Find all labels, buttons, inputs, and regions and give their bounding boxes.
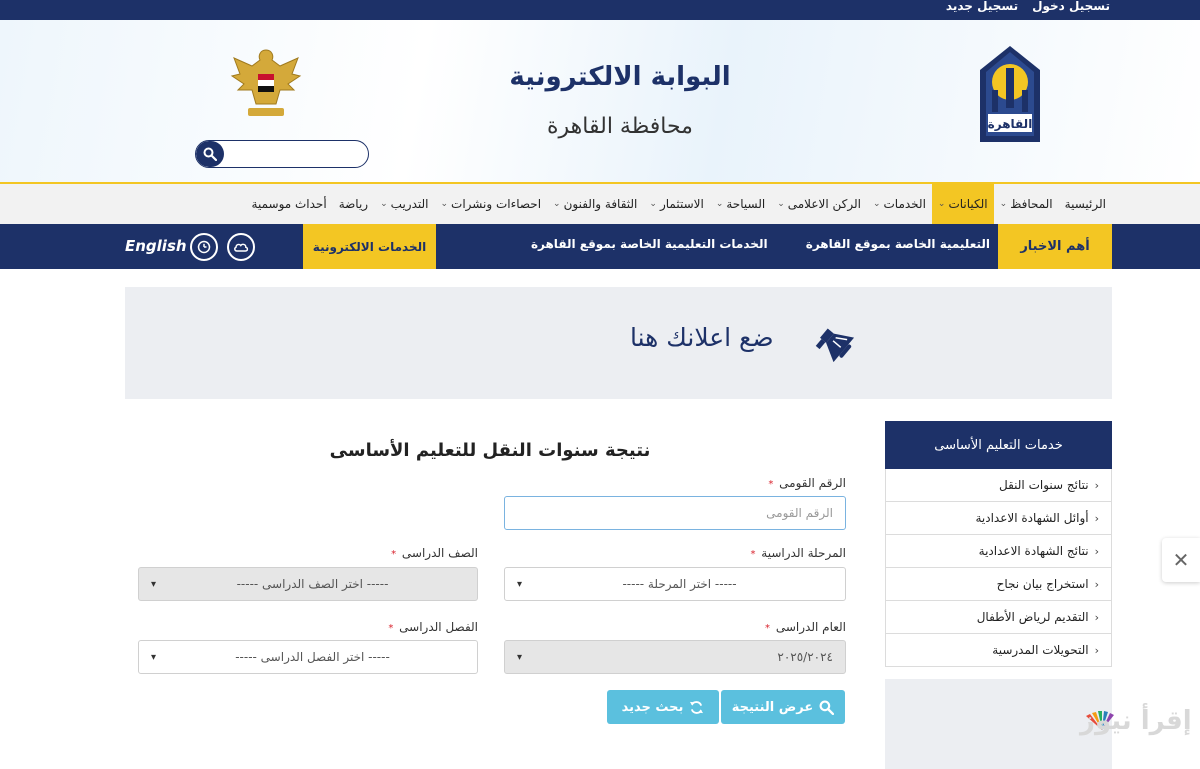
refresh-icon [689,700,704,715]
site-title: البوابة الالكترونية [509,62,731,92]
sidebar-item-label: نتائج سنوات النقل [998,478,1089,492]
nav-item-label: الكيانات [948,197,988,211]
search-icon [819,700,834,715]
term-select[interactable] [138,640,478,674]
year-label: العام الدراسى * [765,620,846,634]
chevron-down-icon: ⌄ [649,199,657,209]
search-icon [203,147,217,161]
nav-item-label: أحداث موسمية [251,197,327,211]
chevron-down-icon: ⌄ [440,199,449,209]
stage-select[interactable] [504,567,846,601]
chevron-left-icon: ‹ [1094,643,1099,657]
nav-item-label: السياحة [726,197,766,211]
form-title: نتيجة سنوات النقل للتعليم الأساسى [329,440,651,461]
sidebar-item-label: التقديم لرياض الأطفال [976,610,1089,624]
search-input[interactable] [226,141,366,167]
sidebar-item-kindergarten[interactable] [885,601,1112,634]
year-select[interactable] [504,640,846,674]
news-bar [0,224,1200,269]
close-icon[interactable]: ✕ [1162,538,1200,582]
sidebar-ad-box [885,679,1112,769]
national-id-input[interactable] [504,496,846,530]
chevron-down-icon: ⌄ [715,199,724,209]
search-button[interactable] [196,141,224,167]
chevron-down-icon: ⌄ [937,199,946,209]
ticker-item[interactable]: الخدمات التعليمية الخاصة بموقع القاهرة [530,237,768,251]
chevron-left-icon: ‹ [1094,577,1099,591]
nav-item-label: رياضة [338,197,369,211]
required-mark: * [765,623,771,634]
chevron-down-icon: ⌄ [777,199,785,209]
svg-text:القاهرة: القاهرة [987,117,1033,131]
cloud-icon [233,241,249,253]
year-select-value: ٢٠٢٥/٢٠٢٤ [777,650,833,664]
nav-item[interactable] [333,184,374,224]
sidebar-title: خدمات التعليم الأساسى [885,421,1112,469]
e-services-button[interactable]: الخدمات الالكترونية [303,224,436,269]
sidebar-item-success-statement[interactable] [885,568,1112,601]
nav-item[interactable] [710,184,771,224]
main-navigation [0,182,1200,224]
sidebar-item-label: نتائج الشهادة الاعدادية [978,544,1089,558]
grade-select-value: ----- اختر الصف الدراسى ----- [236,577,389,591]
sidebar-item-prep-results[interactable] [885,535,1112,568]
nav-item[interactable] [547,184,643,224]
english-language-link[interactable]: English [125,237,187,255]
nav-item[interactable] [374,184,434,224]
account-links [946,0,1110,14]
sidebar-item-label: استخراج بيان نجاح [996,577,1089,591]
term-select-value: ----- اختر الفصل الدراسى ----- [235,650,390,664]
nav-item-label: الاستثمار [659,197,704,211]
stage-label: المرحلة الدراسية * [750,546,846,560]
sidebar-item-label: التحويلات المدرسية [992,643,1089,657]
sidebar-item-school-transfers[interactable] [885,634,1112,667]
chevron-down-icon: ▾ [517,578,523,590]
nav-item-label: الثقافة والفنون [563,197,638,211]
site-header [0,20,1200,182]
stage-select-value: ----- اختر المرحلة ----- [622,577,737,591]
nav-item-label: الركن الاعلامى [787,197,861,211]
chevron-down-icon: ⌄ [380,199,388,209]
top-news-label: أهم الاخبار [998,224,1112,269]
nav-item-label: المحافظ [1010,197,1053,211]
chevron-left-icon: ‹ [1094,478,1099,492]
nav-item[interactable] [771,184,867,224]
ad-text: ضع اعلانك هنا [630,323,774,352]
chevron-down-icon: ⌄ [553,199,561,209]
sidebar-item-transfer-results[interactable] [885,469,1112,502]
chevron-down-icon: ⌄ [999,199,1008,209]
new-search-label: بحث جديد [621,699,684,715]
basic-education-sidebar [885,421,1112,667]
chevron-down-icon: ▾ [151,578,157,590]
chevron-left-icon: ‹ [1094,610,1099,624]
nav-item[interactable] [246,184,333,224]
required-mark: * [391,549,397,560]
nav-item-label: الرئيسية [1064,197,1106,211]
grade-select[interactable] [138,567,478,601]
nav-item[interactable] [434,184,547,224]
required-mark: * [768,479,774,490]
nav-item-label: احصاءات ونشرات [451,197,542,211]
chevron-down-icon: ⌄ [872,199,881,209]
nav-item[interactable] [994,184,1059,224]
login-link[interactable]: تسجيل دخول [1032,0,1110,13]
megaphone-icon [815,321,857,363]
news-ticker[interactable] [440,224,990,269]
weather-button[interactable] [227,233,255,261]
chevron-down-icon: ▾ [517,651,523,663]
grade-label: الصف الدراسى * [391,546,478,560]
register-link[interactable]: تسجيل جديد [945,0,1019,13]
cairo-governorate-logo [976,44,1044,144]
clock-icon [197,240,211,254]
nav-item[interactable] [932,184,994,224]
show-result-button[interactable] [721,690,845,724]
site-search [195,140,369,168]
nav-item[interactable] [867,184,932,224]
ticker-item[interactable]: التعليمية الخاصة بموقع القاهرة [805,237,990,251]
nav-item-label: الخدمات [883,197,926,211]
clock-button[interactable] [190,233,218,261]
chevron-down-icon: ▾ [151,651,157,663]
egypt-eagle-emblem [230,44,302,124]
show-result-label: عرض النتيجة [731,699,814,715]
new-search-button[interactable] [607,690,719,724]
required-mark: * [750,549,756,560]
nav-list [246,184,1112,224]
nav-item[interactable] [643,184,709,224]
national-id-label: الرقم القومى * [768,476,846,490]
nav-item[interactable] [1059,184,1112,224]
sidebar-item-prep-top-students[interactable] [885,502,1112,535]
nav-item-label: التدريب [390,197,429,211]
chevron-left-icon: ‹ [1094,544,1099,558]
top-bar [0,0,1200,20]
chevron-left-icon: ‹ [1094,511,1099,525]
ad-banner[interactable] [125,287,1112,399]
site-subtitle: محافظة القاهرة [547,114,693,139]
sidebar-item-label: أوائل الشهادة الاعدادية [975,511,1089,525]
required-mark: * [388,623,394,634]
term-label: الفصل الدراسى * [388,620,478,634]
watermark: إقرأ نيوز [1080,706,1192,736]
